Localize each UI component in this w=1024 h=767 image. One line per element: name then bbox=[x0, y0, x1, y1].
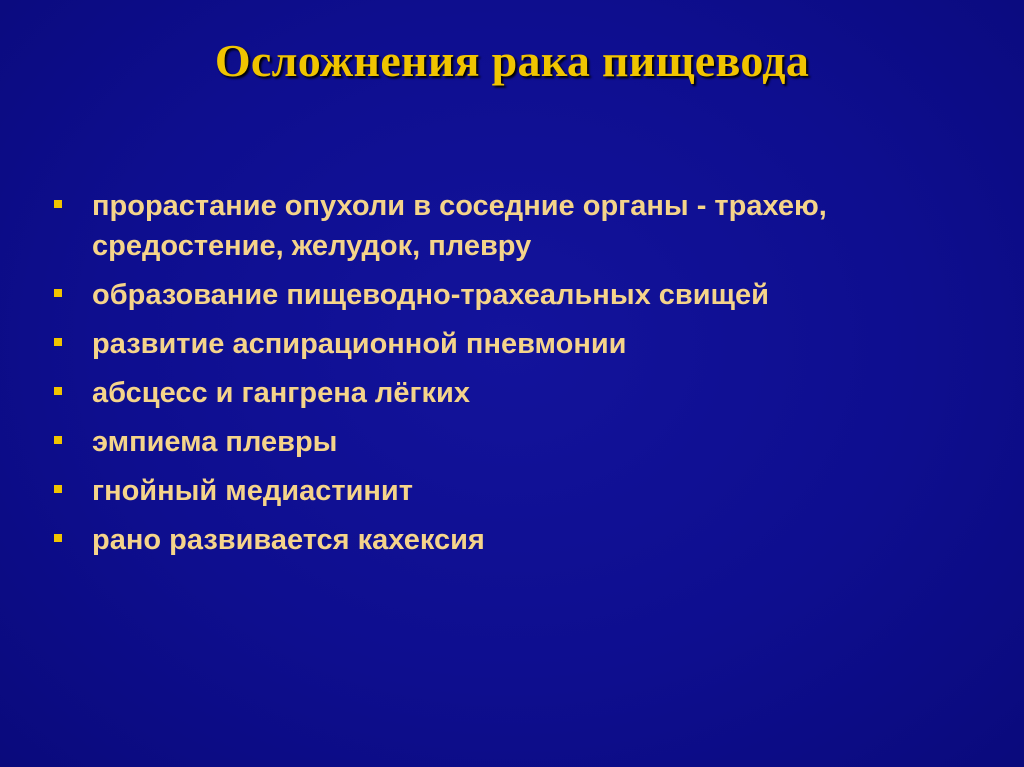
square-bullet-icon bbox=[54, 485, 62, 493]
bullet-text: образование пищеводно-трахеальных свищей bbox=[92, 279, 769, 311]
bullet-item bbox=[50, 275, 990, 315]
bullet-item bbox=[50, 324, 990, 364]
bullet-text: развитие аспирационной пневмонии bbox=[92, 328, 627, 360]
bullet-text: рано развивается кахексия bbox=[92, 524, 485, 556]
bullet-item bbox=[50, 520, 990, 560]
bullet-list bbox=[50, 186, 990, 569]
bullet-item bbox=[50, 186, 990, 266]
bullet-text: прорастание опухоли в соседние органы - трахею, средостение, желудок, плевру bbox=[92, 190, 827, 262]
square-bullet-icon bbox=[54, 200, 62, 208]
bullet-item bbox=[50, 373, 990, 413]
square-bullet-icon bbox=[54, 338, 62, 346]
bullet-text: гнойный медиастинит bbox=[92, 475, 413, 507]
slide-title: Осложнения рака пищевода bbox=[214, 35, 810, 86]
bullet-item bbox=[50, 422, 990, 462]
square-bullet-icon bbox=[54, 436, 62, 444]
square-bullet-icon bbox=[54, 387, 62, 395]
bullet-item bbox=[50, 471, 990, 511]
bullet-text: абсцесс и гангрена лёгких bbox=[92, 377, 471, 409]
square-bullet-icon bbox=[54, 534, 62, 542]
bullet-text: эмпиема плевры bbox=[92, 426, 338, 458]
square-bullet-icon bbox=[54, 289, 62, 297]
